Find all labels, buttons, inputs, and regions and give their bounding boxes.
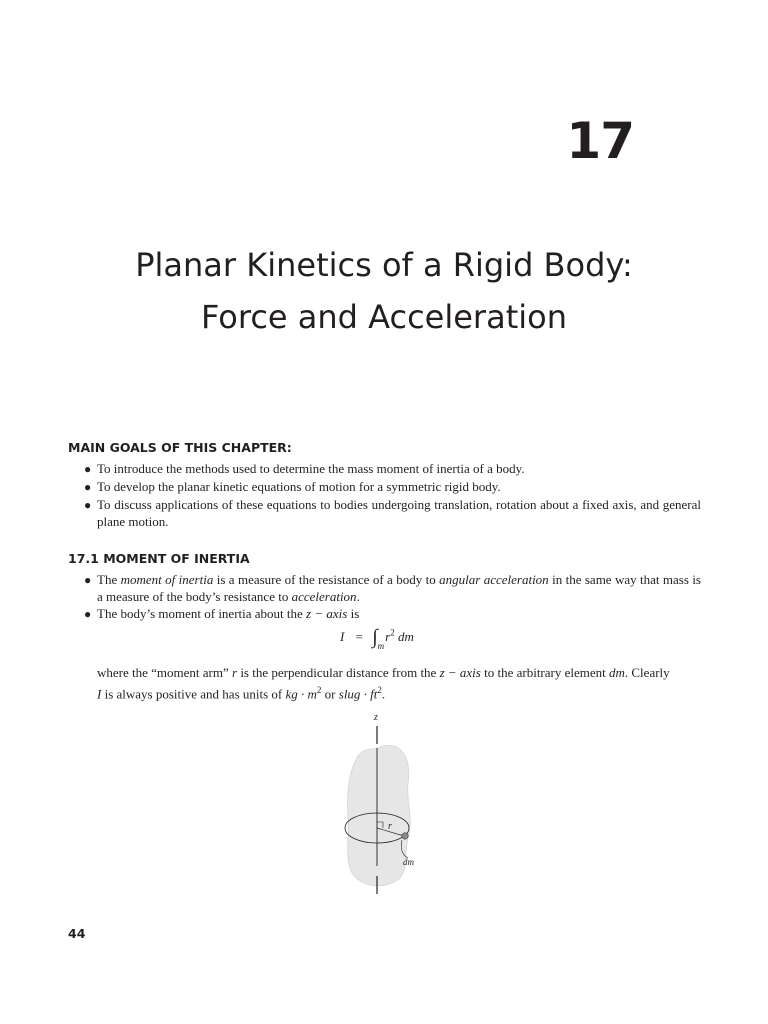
r-label: r: [388, 821, 392, 832]
bullet-text: The moment of inertia is a measure of the resistance of a body to angular acceleration in the same way that mass is a measure of the body’s resistance to acceleration.: [97, 572, 701, 604]
bullet-icon: ●: [84, 498, 92, 512]
bullet-icon: ●: [84, 573, 92, 587]
chapter-title-line1: Planar Kinetics of a Rigid Body:: [135, 246, 633, 284]
section-bullet-1: [84, 572, 701, 605]
mass-element-dm: [402, 833, 408, 839]
goals-heading: MAIN GOALS OF THIS CHAPTER:: [68, 440, 292, 455]
bullet-text: The body’s moment of inertia about the z − axis is: [97, 606, 360, 621]
dm-label: dm: [403, 857, 414, 867]
goal-text: To develop the planar kinetic equations of motion for a symmetric rigid body.: [97, 479, 501, 494]
goal-text: To discuss applications of these equations to bodies undergoing translation, rotation about a fixed axis, and general plane motion.: [97, 497, 701, 529]
bullet-icon: ●: [84, 480, 92, 494]
inertia-equation: $I = \int_mr^2$ dm: [340, 626, 414, 651]
bullet-icon: ●: [84, 607, 92, 621]
page-number: 44: [68, 926, 86, 941]
goal-item: [84, 479, 701, 496]
goal-item: [84, 497, 701, 530]
rigid-body-figure: [330, 708, 430, 898]
chapter-number: 17: [566, 112, 634, 170]
moment-arm-paragraph: where the “moment arm” r is the perpendicular distance from the z − axis to the arbitrary element dm. Clearly I is always positive and has units of kg · $m^2$ or slug · $ft^2$.: [97, 665, 670, 701]
goal-text: To introduce the methods used to determine the mass moment of inertia of a body.: [97, 461, 525, 476]
rigid-body-shape: [347, 745, 410, 885]
goal-item: [84, 461, 701, 478]
z-axis-label: z: [374, 712, 378, 723]
section-heading: 17.1 MOMENT OF INERTIA: [68, 551, 250, 566]
section-bullet-2: [84, 606, 701, 623]
chapter-title-line2: Force and Acceleration: [201, 298, 567, 336]
bullet-icon: ●: [84, 462, 92, 476]
